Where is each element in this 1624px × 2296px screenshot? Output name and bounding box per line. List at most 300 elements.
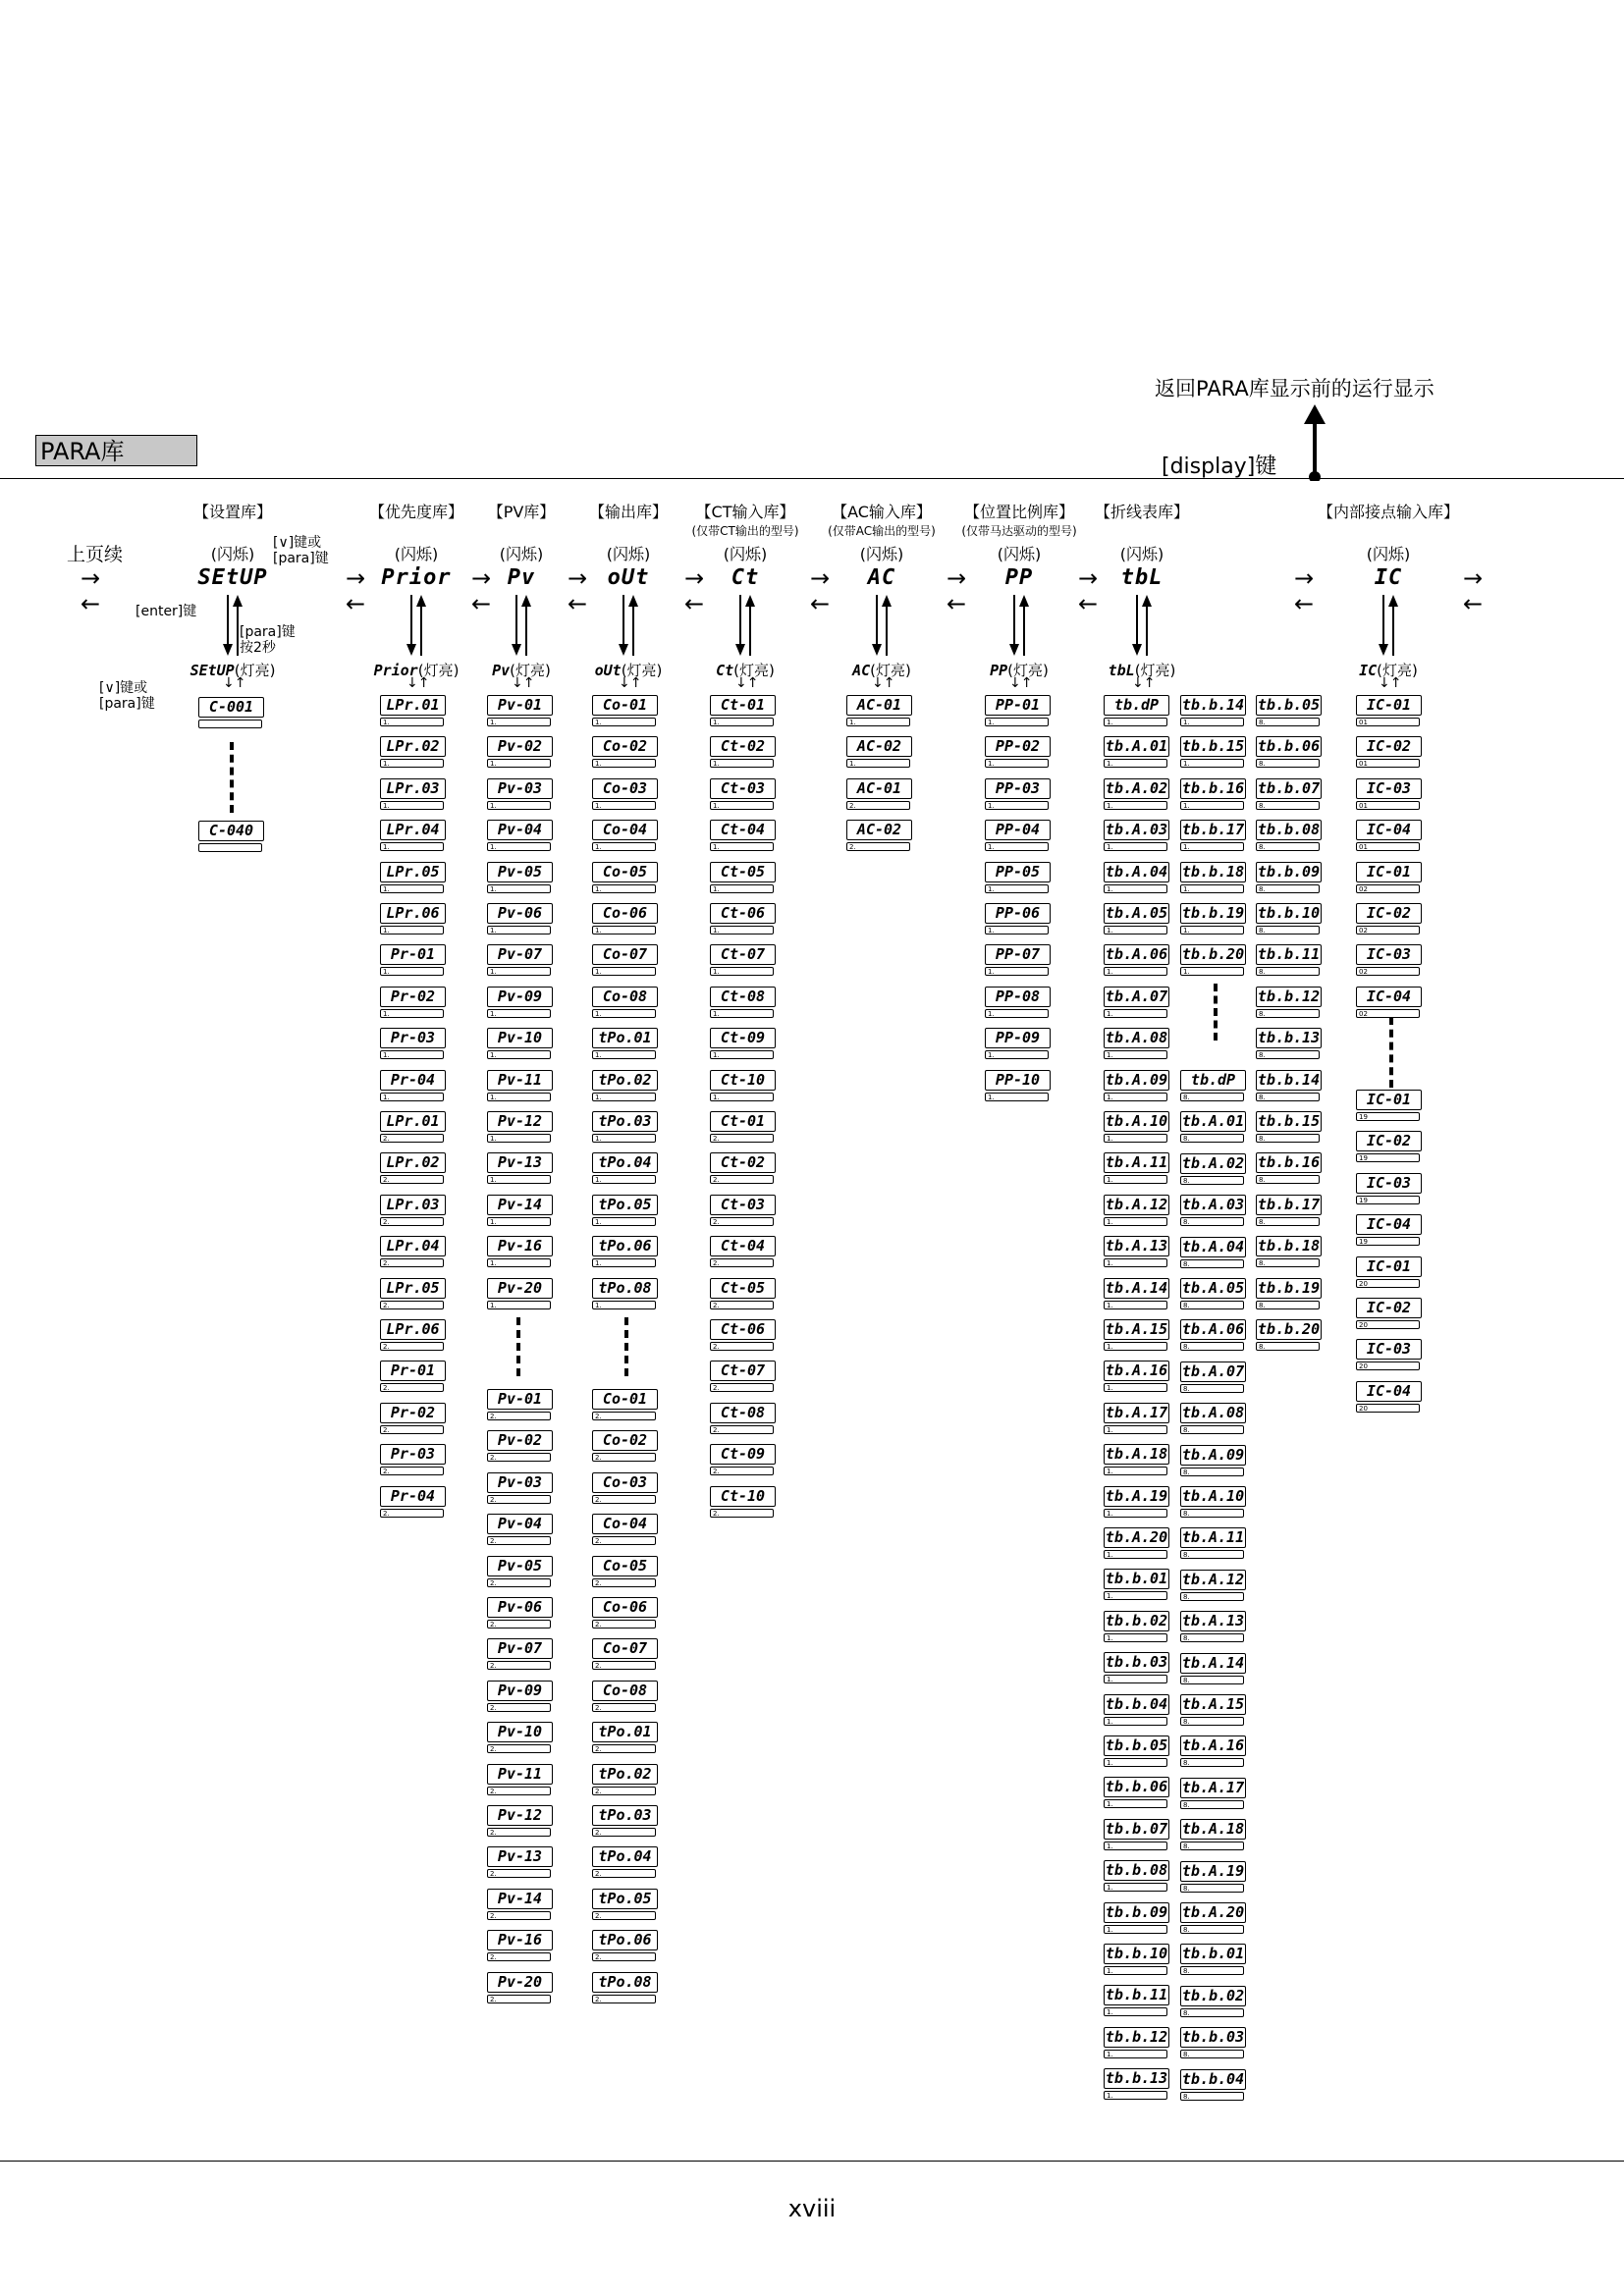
parameter-sub: 8. [1180, 1758, 1244, 1767]
arrow-right-icon: → [1294, 564, 1315, 592]
library-subtitle: (仅带马达驱动的型号) [961, 524, 1077, 538]
parameter-code: tPo.05 [592, 1195, 658, 1215]
parameter-sub: 1. [1104, 1383, 1167, 1392]
parameter-display [592, 944, 658, 980]
down-up-double-arrow-icon [1130, 593, 1154, 658]
parameter-sub: 1. [710, 884, 774, 893]
blink-label: (闪烁) [1366, 545, 1411, 563]
parameter-code: Ct-08 [710, 1403, 776, 1423]
parameter-display [380, 778, 446, 814]
parameter-code: tb.A.18 [1105, 1445, 1168, 1464]
parameter-code: Ct-01 [710, 695, 776, 716]
parameter-sub: 1. [1104, 884, 1167, 893]
parameter-display [985, 944, 1051, 980]
parameter-code: PP-05 [985, 862, 1051, 882]
parameter-code: Ct-07 [710, 944, 776, 965]
parameter-display [592, 1638, 658, 1674]
parameter-display [1180, 1278, 1246, 1313]
parameter-display [1180, 1694, 1246, 1730]
parameter-sub: 1. [487, 1050, 551, 1059]
parameter-code: tPo.04 [592, 1846, 658, 1867]
parameter-display [1104, 1403, 1169, 1438]
parameter-sub: 8. [1256, 842, 1320, 851]
parameter-code: Co-04 [592, 1514, 658, 1534]
parameter-code: LPr.06 [380, 1319, 446, 1340]
library-title: 【优先度库】 [368, 503, 464, 521]
parameter-display [592, 1681, 658, 1716]
parameter-sub: 1. [592, 1134, 656, 1143]
parameter-code: tb.A.12 [1105, 1195, 1168, 1213]
parameter-code: Co-07 [592, 1638, 658, 1659]
lit-code: tbL [1108, 662, 1135, 679]
parameter-code: tb.b.15 [1257, 1112, 1321, 1130]
parameter-code: Pr-04 [380, 1070, 446, 1091]
parameter-code: Ct-03 [710, 778, 776, 799]
parameter-sub: 1. [1104, 1925, 1167, 1934]
parameter-display [1104, 1902, 1169, 1938]
parameter-code: Ct-06 [710, 1319, 776, 1340]
parameter-display [380, 903, 446, 938]
parameter-display [1180, 1735, 1246, 1771]
parameter-code: Pv-16 [487, 1236, 553, 1256]
parameter-code: AC-01 [846, 695, 912, 716]
parameter-display [592, 1764, 658, 1799]
parameter-display [1104, 1195, 1169, 1230]
para-library-tab: PARA库 [35, 435, 197, 466]
parameter-display [1180, 1486, 1246, 1522]
parameter-sub: 2. [710, 1383, 774, 1392]
parameter-display [710, 1195, 776, 1230]
parameter-code: LPr.04 [380, 1236, 446, 1256]
parameter-sub: 2. [380, 1217, 444, 1226]
parameter-sub: 1. [1104, 1509, 1167, 1518]
parameter-code: Pv-09 [487, 987, 553, 1007]
parameter-sub: 2. [487, 1453, 551, 1462]
arrow-left-icon: ← [1294, 590, 1315, 617]
parameter-code: tb.A.05 [1181, 1279, 1245, 1297]
down-up-arrow-icon: ↓↑ [406, 675, 430, 691]
parameter-code: C-001 [198, 697, 264, 718]
parameter-display [487, 944, 553, 980]
parameter-code: tPo.08 [592, 1972, 658, 1993]
parameter-display [1104, 1569, 1169, 1604]
parameter-sub: 20 [1356, 1404, 1420, 1413]
parameter-code: tb.b.08 [1105, 1861, 1168, 1880]
parameter-display [380, 1403, 446, 1438]
parameter-code: Pr-02 [380, 987, 446, 1007]
parameter-sub: 1. [380, 1050, 444, 1059]
parameter-code: tb.dP [1104, 695, 1169, 716]
parameter-display [1180, 2069, 1246, 2105]
parameter-code: tb.A.07 [1105, 987, 1168, 1005]
parameter-sub: 1. [592, 759, 656, 768]
parameter-code: Ct-03 [710, 1195, 776, 1215]
parameter-display [1104, 1985, 1169, 2020]
parameter-display [1356, 944, 1422, 980]
parameter-code: Pr-02 [380, 1403, 446, 1423]
parameter-sub: 1. [710, 759, 774, 768]
parameter-display [487, 1930, 553, 1965]
parameter-display [487, 1972, 553, 2007]
parameter-sub: 19 [1356, 1112, 1420, 1121]
parameter-display [1180, 1237, 1246, 1272]
parameter-code: Co-06 [592, 1597, 658, 1618]
parameter-code: AC-02 [846, 820, 912, 840]
continuation-dashes [1389, 1017, 1393, 1088]
parameter-sub: 8. [1180, 1176, 1244, 1185]
parameter-display [1256, 736, 1322, 772]
parameter-display [1180, 1653, 1246, 1688]
parameter-sub: 2. [592, 1453, 656, 1462]
parameter-display [1180, 1403, 1246, 1438]
parameter-display [1180, 1861, 1246, 1896]
parameter-display [1104, 1486, 1169, 1522]
parameter-sub: 01 [1356, 718, 1420, 726]
parameter-code: PP-09 [985, 1028, 1051, 1048]
library-code-display: AC [867, 565, 896, 590]
arrow-right-icon: → [1078, 564, 1099, 592]
parameter-display [592, 820, 658, 855]
parameter-display [1104, 1028, 1169, 1063]
down-up-double-arrow-icon [221, 593, 244, 658]
parameter-display [487, 1472, 553, 1508]
parameter-display [487, 1638, 553, 1674]
parameter-sub: 1. [846, 759, 910, 768]
parameter-display [846, 695, 912, 730]
parameter-display [592, 1152, 658, 1188]
parameter-code: Pv-09 [487, 1681, 553, 1701]
parameter-code: tb.A.17 [1105, 1403, 1168, 1421]
parameter-display [380, 1111, 446, 1147]
parameter-sub: 1. [1180, 967, 1244, 976]
parameter-display [592, 1430, 658, 1466]
parameter-display [487, 1514, 553, 1549]
top-rule [0, 478, 1624, 479]
parameter-display [487, 1430, 553, 1466]
parameter-sub: 2. [487, 1952, 551, 1961]
parameter-sub: 2. [710, 1342, 774, 1351]
parameter-code: Pv-03 [487, 1472, 553, 1493]
parameter-code: tb.b.04 [1181, 2069, 1245, 2088]
parameter-display [380, 1361, 446, 1396]
parameter-sub: 1. [487, 926, 551, 934]
parameter-code: tb.A.02 [1181, 1153, 1245, 1172]
parameter-display [710, 1028, 776, 1063]
arrow-left-icon: ← [568, 590, 588, 617]
arrow-left-icon: ← [1463, 590, 1484, 617]
parameter-display [592, 1195, 658, 1230]
parameter-code: IC-04 [1356, 1381, 1422, 1402]
parameter-sub: 8. [1256, 967, 1320, 976]
parameter-display [1104, 1152, 1169, 1188]
v-or-para-text: [∨]键或 [273, 535, 322, 551]
parameter-sub: 1. [592, 1258, 656, 1267]
parameter-sub: 1. [985, 801, 1049, 810]
parameter-sub: 2. [380, 1509, 444, 1518]
library-code-display: Ct [731, 565, 760, 590]
parameter-code: tb.A.16 [1181, 1736, 1245, 1755]
parameter-display [592, 1070, 658, 1105]
parameter-code: tb.A.03 [1181, 1196, 1245, 1214]
parameter-sub: 1. [592, 926, 656, 934]
parameter-sub: 2. [592, 1995, 656, 2003]
parameter-display [487, 987, 553, 1022]
parameter-sub: 2. [592, 1869, 656, 1878]
parameter-sub: 8. [1180, 1259, 1244, 1268]
parameter-display [487, 862, 553, 897]
parameter-code: tb.A.14 [1105, 1278, 1168, 1297]
parameter-code: tb.A.02 [1105, 778, 1168, 797]
lit-code: Pv [492, 662, 511, 679]
parameter-display [1256, 862, 1322, 897]
parameter-code: tb.b.07 [1105, 1819, 1168, 1838]
parameter-code: LPr.02 [380, 736, 446, 757]
parameter-code: C-040 [198, 821, 264, 841]
arrow-right-icon: → [684, 564, 705, 592]
parameter-display [710, 1111, 776, 1147]
parameter-sub: 8. [1180, 1134, 1244, 1143]
parameter-code: Pr-04 [380, 1486, 446, 1507]
parameter-display [1104, 1278, 1169, 1313]
parameter-display [710, 1486, 776, 1522]
parameter-display [710, 1070, 776, 1105]
parameter-sub: 1. [985, 1009, 1049, 1018]
parameter-sub: 2. [710, 1217, 774, 1226]
parameter-code: tb.A.12 [1181, 1570, 1245, 1588]
parameter-sub: 1. [985, 759, 1049, 768]
parameter-display [592, 1472, 658, 1508]
parameter-display [1256, 1028, 1322, 1063]
parameter-code: LPr.06 [380, 903, 446, 924]
parameter-sub: 2. [487, 1828, 551, 1837]
arrow-right-icon: → [81, 564, 101, 592]
parameter-code: Ct-05 [710, 862, 776, 882]
down-up-double-arrow-icon [617, 593, 640, 658]
parameter-code: IC-03 [1356, 778, 1422, 799]
parameter-sub: 1. [487, 1175, 551, 1184]
parameter-code: tb.A.19 [1181, 1861, 1245, 1880]
parameter-display [1180, 1611, 1246, 1646]
parameter-code: tb.b.05 [1257, 696, 1321, 714]
prev-page-label: 上页续 [67, 544, 124, 565]
parameter-code: Co-02 [592, 736, 658, 757]
parameter-sub: 1. [1104, 2050, 1167, 2058]
parameter-code: PP-08 [985, 987, 1051, 1007]
parameter-display [1180, 820, 1246, 855]
parameter-sub: 1. [1104, 1425, 1167, 1434]
arrow-right-icon: → [810, 564, 831, 592]
parameter-code: tb.b.17 [1181, 821, 1245, 839]
parameter-display [1180, 1195, 1246, 1230]
parameter-sub: 8. [1256, 1009, 1320, 1018]
parameter-sub: 1. [985, 1050, 1049, 1059]
parameter-sub: 1. [710, 718, 774, 726]
lit-text: (灯亮) [1007, 662, 1049, 679]
parameter-display [592, 736, 658, 772]
parameter-sub: 2. [710, 1301, 774, 1309]
parameter-display [1104, 820, 1169, 855]
continuation-dashes [624, 1317, 628, 1376]
parameter-display [592, 987, 658, 1022]
parameter-display [710, 987, 776, 1022]
library-code-display: Prior [381, 565, 452, 590]
parameter-code: tb.A.08 [1181, 1404, 1245, 1422]
parameter-sub: 2. [380, 1258, 444, 1267]
parameter-code: Pv-01 [487, 695, 553, 716]
parameter-code: PP-02 [985, 736, 1051, 757]
down-up-double-arrow-icon [510, 593, 533, 658]
parameter-sub: 1. [380, 884, 444, 893]
hold-2s-text: 按2秒 [240, 640, 276, 656]
parameter-sub: 2. [592, 1620, 656, 1629]
parameter-code: Pv-05 [487, 1556, 553, 1576]
parameter-sub: 2. [380, 1383, 444, 1392]
parameter-display [487, 1805, 553, 1841]
lit-text: (灯亮) [621, 662, 663, 679]
down-up-arrow-icon: ↓↑ [1009, 675, 1033, 691]
parameter-code: tb.A.20 [1181, 1903, 1245, 1921]
parameter-sub: 1. [592, 1050, 656, 1059]
parameter-sub: 8. [1256, 718, 1320, 726]
parameter-display [985, 695, 1051, 730]
parameter-sub: 2. [380, 1134, 444, 1143]
parameter-code: Pr-01 [380, 1361, 446, 1381]
parameter-sub: 1. [1104, 1467, 1167, 1475]
parameter-code: Ct-04 [710, 820, 776, 840]
parameter-sub: 01 [1356, 842, 1420, 851]
parameter-sub: 1. [1104, 967, 1167, 976]
parameter-sub: 20 [1356, 1362, 1420, 1370]
parameter-code: tb.b.10 [1105, 1945, 1168, 1962]
parameter-sub: 1. [592, 801, 656, 810]
parameter-display [1180, 862, 1246, 897]
parameter-sub: 2. [487, 1911, 551, 1920]
parameter-sub: 1. [592, 967, 656, 976]
parameter-code: PP-01 [985, 695, 1051, 716]
library-code-display: Pv [507, 565, 536, 590]
parameter-sub: 8. [1256, 1301, 1320, 1309]
parameter-code: Co-05 [592, 862, 658, 882]
parameter-sub: 01 [1356, 759, 1420, 768]
library-code-display: PP [1004, 565, 1034, 590]
parameter-display [1104, 695, 1169, 730]
parameter-code: tb.b.03 [1105, 1653, 1168, 1672]
parameter-code: Pv-14 [487, 1195, 553, 1215]
parameter-display [1256, 1070, 1322, 1105]
parameter-display [1256, 1195, 1322, 1230]
parameter-code: PP-10 [985, 1070, 1051, 1091]
parameter-display [1104, 1944, 1169, 1979]
parameter-code: tb.b.12 [1257, 987, 1321, 1005]
parameter-display [1356, 1298, 1422, 1333]
parameter-display [1256, 1152, 1322, 1188]
parameter-sub: 2. [487, 1787, 551, 1795]
parameter-display [846, 820, 912, 855]
arrow-left-icon: ← [810, 590, 831, 617]
parameter-code: Pv-13 [487, 1152, 553, 1173]
parameter-sub: 8. [1180, 1509, 1244, 1518]
parameter-code: tb.b.06 [1257, 737, 1321, 756]
parameter-code: Ct-07 [710, 1361, 776, 1381]
parameter-code: tb.b.17 [1257, 1195, 1321, 1213]
parameter-sub: 2. [710, 1509, 774, 1518]
parameter-display [592, 1805, 658, 1841]
parameter-sub: 8. [1180, 1093, 1244, 1101]
parameter-code: tb.dP [1180, 1070, 1246, 1091]
parameter-display [380, 1152, 446, 1188]
parameter-code: Pv-07 [487, 944, 553, 965]
bottom-rule [0, 2161, 1624, 2162]
parameter-sub: 1. [710, 967, 774, 976]
parameter-display [380, 862, 446, 897]
parameter-sub: 1. [380, 842, 444, 851]
library-title: 【内部接点输入库】 [1317, 503, 1460, 521]
lit-text: (灯亮) [417, 662, 460, 679]
para-hold-text: [para]键 [240, 624, 296, 640]
parameter-code: tb.b.11 [1105, 1986, 1168, 2004]
parameter-code: Co-07 [592, 944, 658, 965]
parameter-sub: 1. [1104, 1799, 1167, 1808]
parameter-code: Pv-20 [487, 1278, 553, 1299]
parameter-code: Ct-05 [710, 1278, 776, 1299]
parameter-code: tb.b.14 [1257, 1070, 1321, 1089]
parameter-display [487, 1278, 553, 1313]
parameter-sub: 1. [592, 842, 656, 851]
parameter-code: IC-02 [1356, 1298, 1422, 1318]
parameter-display [1180, 1778, 1246, 1813]
parameter-code: Pv-14 [487, 1889, 553, 1909]
parameter-sub: 2. [592, 1911, 656, 1920]
parameter-sub: 2. [592, 1661, 656, 1670]
library-subtitle: (仅带AC输出的型号) [828, 524, 936, 538]
parameter-code: Pv-02 [487, 1430, 553, 1451]
parameter-sub: 1. [592, 1009, 656, 1018]
parameter-sub: 1. [592, 884, 656, 893]
down-up-arrow-icon: ↓↑ [872, 675, 895, 691]
parameter-sub: 1. [1104, 926, 1167, 934]
parameter-display [487, 903, 553, 938]
parameter-code: tb.A.08 [1105, 1029, 1168, 1047]
parameter-code: tb.A.18 [1181, 1820, 1245, 1839]
parameter-display [1180, 1902, 1246, 1938]
parameter-display [487, 1764, 553, 1799]
blink-label: (闪烁) [210, 545, 255, 563]
parameter-code: tPo.05 [592, 1889, 658, 1909]
parameter-display [1180, 1986, 1246, 2021]
parameter-sub: 2. [487, 1661, 551, 1670]
parameter-sub: 1. [1104, 1591, 1167, 1600]
parameter-code: Co-04 [592, 820, 658, 840]
parameter-sub: 1. [1104, 1633, 1167, 1642]
parameter-sub: 1. [1104, 1258, 1167, 1267]
parameter-sub: 8. [1256, 926, 1320, 934]
parameter-display [1104, 1777, 1169, 1812]
parameter-sub: 1. [985, 884, 1049, 893]
parameter-sub: 2. [846, 842, 910, 851]
parameter-display [710, 1278, 776, 1313]
parameter-display [710, 1152, 776, 1188]
parameter-display [1104, 1319, 1169, 1355]
parameter-code: Co-03 [592, 1472, 658, 1493]
return-arrow-icon [1300, 402, 1329, 481]
parameter-sub: 02 [1356, 884, 1420, 893]
v-or-label [99, 680, 155, 712]
parameter-sub: 8. [1180, 1633, 1244, 1642]
parameter-code: Ct-02 [710, 736, 776, 757]
parameter-code: Ct-10 [710, 1486, 776, 1507]
parameter-code: IC-02 [1356, 736, 1422, 757]
parameter-sub: 20 [1356, 1320, 1420, 1329]
